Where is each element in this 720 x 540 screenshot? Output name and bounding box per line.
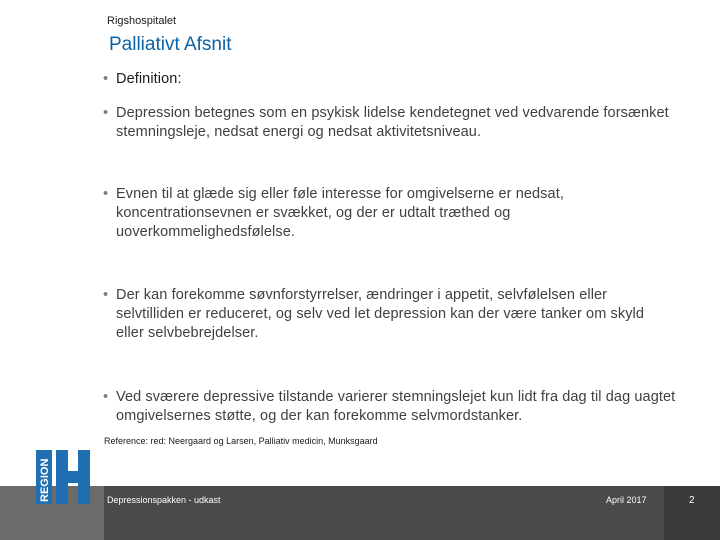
page-number: 2: [689, 495, 695, 506]
bullet-marker: •: [103, 389, 109, 405]
bullet-text: Definition:: [116, 71, 182, 87]
bullet-item: [103, 286, 676, 343]
footer-date: April 2017: [606, 495, 647, 505]
bullet-text: Der kan forekomme søvnforstyrrelser, ændringer i appetit, selvfølelsen eller selvtilliden er reduceret, og selv ved let depression kan der være tanker om skyld eller selvbebrejdelser.: [116, 287, 645, 341]
bullet-text: Depression betegnes som en psykisk lidelse kendetegnet ved vedvarende forsænket stemningsleje, nedsat energi og nedsat aktivitetsniveau.: [116, 105, 669, 140]
logo-region-text: REGION: [39, 458, 51, 502]
reference-text: Reference: red: Neergaard og Larsen, Palliativ medicin, Munksgaard: [104, 436, 378, 446]
bullet-marker: •: [103, 186, 109, 202]
bullet-item: [103, 388, 676, 426]
organization-label: Rigshospitalet: [107, 15, 177, 27]
bullet-text: Evnen til at glæde sig eller føle interesse for omgivelserne er nedsat, koncentrationsevnen er svækket, og der er udtalt træthed og uoverkommelighedsfølelse.: [116, 186, 564, 240]
bullet-item: [103, 185, 676, 242]
bullet-item: [103, 104, 676, 142]
slide-title: Palliativt Afsnit: [109, 34, 232, 55]
footer-left-text: Depressionspakken - udkast: [107, 495, 221, 505]
bullet-marker: •: [103, 105, 109, 121]
bullet-definition: [103, 70, 676, 89]
bullet-marker: •: [103, 287, 109, 303]
region-h-logo-icon: [36, 450, 90, 504]
bullet-marker: •: [103, 71, 109, 87]
bullet-text: Ved sværere depressive tilstande varierer stemningslejet kun lidt fra dag til dag uagtet omgivelsernes støtte, og der kan forekomme selvmordstanker.: [116, 389, 676, 424]
